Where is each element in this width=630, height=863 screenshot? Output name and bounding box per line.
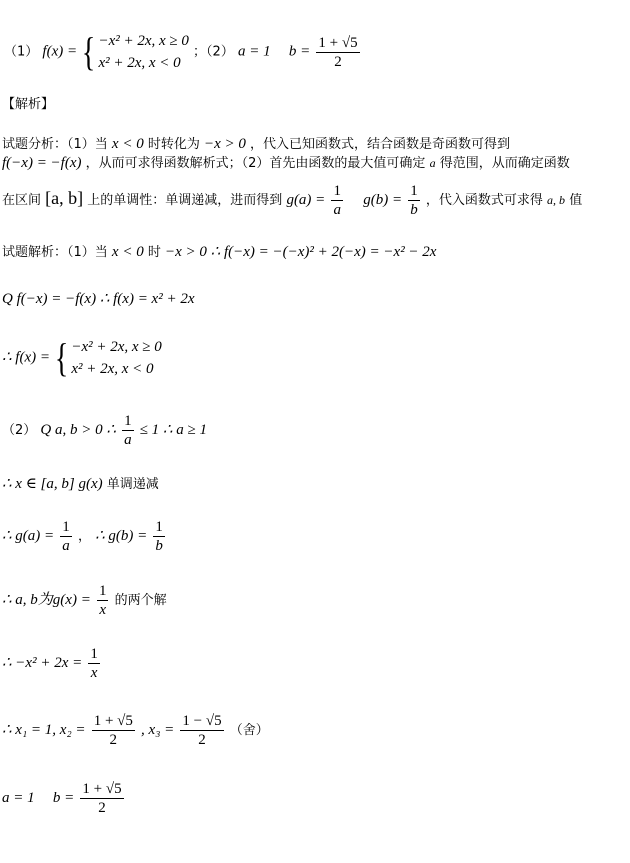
answer-case-2: x² + 2x, x < 0 <box>98 55 181 71</box>
brace-symbol: { <box>82 29 96 74</box>
analysis-text: 上的单调性：单调递减，进而得到 <box>87 193 283 208</box>
analysis-line-3 <box>2 180 582 219</box>
analysis-text: 在区间 <box>2 193 42 208</box>
answer-a-value: a = 1 <box>237 43 271 60</box>
fraction-numerator: 1 − √5 <box>182 713 222 729</box>
fraction-numerator: 1 <box>98 583 107 599</box>
math-expression: f(−x) = −f(x) <box>2 155 82 171</box>
math-expression: x < 0 <box>111 136 144 152</box>
fraction-numerator: 1 + √5 <box>82 781 122 797</box>
fraction-denominator: a <box>124 432 132 448</box>
fraction-denominator: x <box>90 665 98 681</box>
solution-line-8 <box>2 645 102 682</box>
solution-case-1: −x² + 2x, x ≥ 0 <box>71 339 162 355</box>
section-title: 【解析】 <box>2 97 55 112</box>
math-expression: Q a, b > 0 ∴ <box>40 422 116 438</box>
fraction <box>97 582 109 619</box>
math-expression: [a, b] <box>45 188 84 208</box>
math-expression: b = <box>52 790 75 806</box>
solution-text: 试题解析：（1）当 <box>2 245 108 260</box>
math-expression: ∴ g(b) = <box>95 528 148 544</box>
solution-text: 的两个解 <box>114 593 167 608</box>
fraction <box>408 182 420 219</box>
answer-case-1: −x² + 2x, x ≥ 0 <box>98 33 189 49</box>
fraction-numerator: 1 <box>62 519 70 535</box>
brace-symbol: { <box>55 335 69 380</box>
analysis-line-2 <box>2 155 570 172</box>
solution-text: （舍） <box>229 723 269 738</box>
analysis-text: ，代入已知函数式，结合函数是奇函数可得到 <box>250 137 511 152</box>
math-expression: ∴ a, b为g(x) = <box>2 592 91 608</box>
solution-cases <box>71 336 161 380</box>
fraction <box>180 712 223 749</box>
math-expression: −x > 0 <box>204 136 246 152</box>
solution-text: 单调递减 <box>106 477 159 492</box>
solution-text: ， <box>77 529 91 544</box>
math-expression: −x > 0 ∴ f(−x) = −(−x)² + 2(−x) = −x² − 2x <box>165 244 437 260</box>
solution-text: （2） <box>2 423 37 438</box>
math-expression: , x₃ = <box>141 722 175 738</box>
solution-text: 时 <box>147 245 161 260</box>
answer-line <box>4 30 362 74</box>
math-expression: x < 0 <box>111 244 144 260</box>
solution-case-2: x² + 2x, x < 0 <box>71 361 154 377</box>
fraction <box>92 712 135 749</box>
solution-line-7 <box>2 582 167 619</box>
fraction <box>80 780 123 817</box>
answer-cases <box>98 30 188 74</box>
answer-b-label: b = <box>288 43 311 60</box>
solution-line-3 <box>2 336 162 380</box>
math-expression: ∴ −x² + 2x = <box>2 655 83 671</box>
math-expression: g(a) = <box>286 192 326 208</box>
analysis-text: 得范围，从而确定函数 <box>439 156 570 171</box>
analysis-text: ，代入函数式可求得 <box>425 193 543 208</box>
fraction-denominator: 2 <box>198 732 206 748</box>
math-expression: ∴ f(x) = <box>2 349 50 366</box>
fraction-numerator: 1 <box>90 646 98 662</box>
analysis-text: 试题分析：（1）当 <box>2 137 108 152</box>
solution-piecewise <box>54 336 162 380</box>
fraction-denominator: b <box>155 538 163 554</box>
answer-f-label: f(x) = <box>42 43 78 60</box>
fraction <box>153 518 165 555</box>
math-expression: ≤ 1 ∴ a ≥ 1 <box>139 422 207 438</box>
fraction-denominator: 2 <box>98 800 106 816</box>
fraction <box>88 645 100 682</box>
fraction <box>122 412 134 449</box>
math-expression: ∴ x₁ = 1, x₂ = <box>2 722 86 738</box>
analysis-line-1 <box>2 136 510 153</box>
math-expression: g(b) = <box>363 192 403 208</box>
fraction <box>331 182 343 219</box>
solution-line-4 <box>2 412 207 449</box>
math-expression: a, b <box>547 193 566 207</box>
fraction-numerator: 1 <box>124 413 132 429</box>
fraction-numerator: 1 + √5 <box>318 34 358 51</box>
answer-piecewise <box>81 30 189 74</box>
answer-separator: ；（2） <box>193 44 234 60</box>
fraction-numerator: 1 <box>155 519 163 535</box>
solution-line-2: Q f(−x) = −f(x) ∴ f(x) = x² + 2x <box>2 291 195 307</box>
analysis-text: 值 <box>569 193 583 208</box>
solution-line-1 <box>2 244 436 261</box>
math-expression: a <box>429 156 436 170</box>
answer-b-fraction <box>316 34 359 71</box>
solution-line-10 <box>2 780 126 817</box>
fraction-denominator: 2 <box>109 732 118 748</box>
fraction-denominator: x <box>99 602 107 618</box>
fraction-numerator: 1 + √5 <box>93 713 133 729</box>
fraction-denominator: b <box>410 202 418 218</box>
fraction-denominator: a <box>333 202 341 218</box>
solution-line-6 <box>2 518 167 555</box>
fraction-numerator: 1 <box>333 183 341 199</box>
math-expression: ∴ x ∈ [a, b] g(x) <box>2 476 103 492</box>
fraction <box>60 518 72 555</box>
analysis-text: ，从而可求得函数解析式；（2）首先由函数的最大值可确定 <box>85 156 426 171</box>
analysis-text: 时转化为 <box>147 137 200 152</box>
answer-part1-label: （1） <box>4 44 39 60</box>
fraction-denominator: a <box>62 538 70 554</box>
math-expression: ∴ g(a) = <box>2 528 55 544</box>
fraction-denominator: 2 <box>334 53 342 70</box>
math-expression: a = 1 <box>2 790 35 806</box>
fraction-numerator: 1 <box>410 183 418 199</box>
solution-line-9 <box>2 712 269 749</box>
solution-line-5 <box>2 476 159 493</box>
